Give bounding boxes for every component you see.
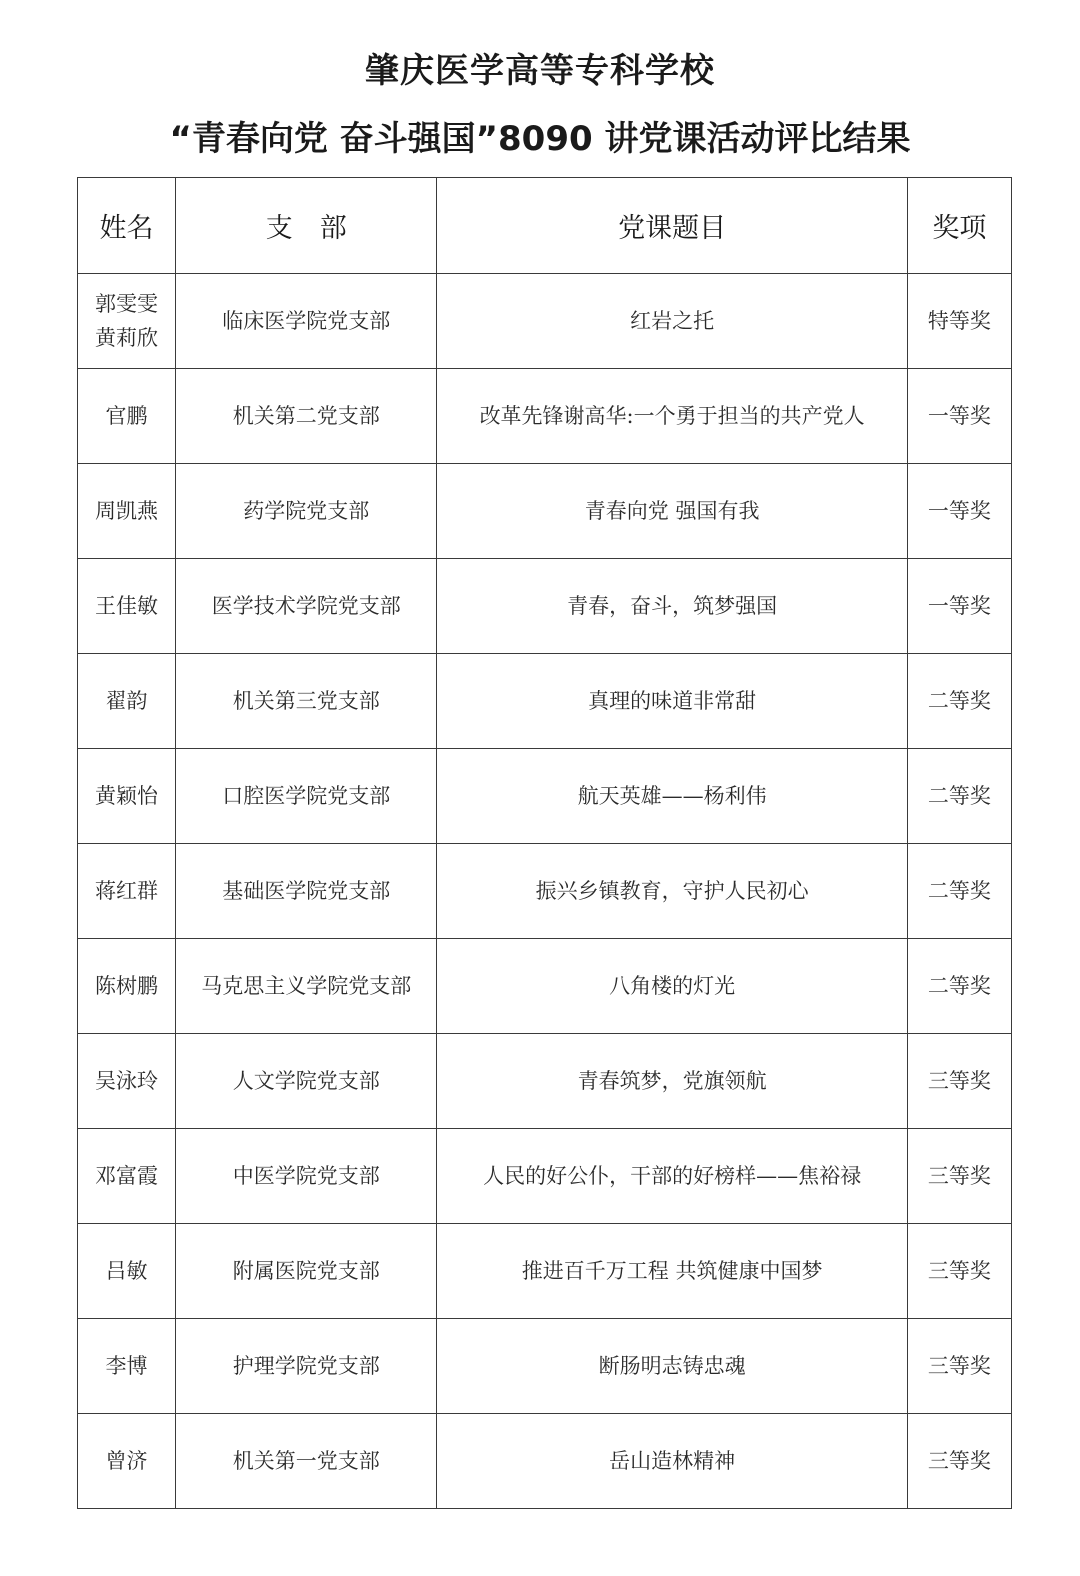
header-award: 奖项 (907, 178, 1011, 274)
event-title: “青春向党 奋斗强国”8090 讲党课活动评比结果 (169, 119, 911, 159)
branch-cell: 药学院党支部 (176, 464, 437, 559)
award-cell: 一等奖 (907, 559, 1011, 654)
header-topic: 党课题目 (437, 178, 908, 274)
award-cell: 特等奖 (907, 274, 1011, 369)
name-cell: 邓富霞 (78, 1129, 176, 1224)
branch-cell: 基础医学院党支部 (176, 844, 437, 939)
name-cell: 陈树鹏 (78, 939, 176, 1034)
name-cell: 蒋红群 (78, 844, 176, 939)
name-cell: 翟韵 (78, 654, 176, 749)
table-row (78, 1414, 1012, 1509)
branch-cell: 马克思主义学院党支部 (176, 939, 437, 1034)
table-row (78, 749, 1012, 844)
branch-cell: 机关第二党支部 (176, 369, 437, 464)
name-cell: 周凯燕 (78, 464, 176, 559)
topic-cell: 航天英雄——杨利伟 (437, 749, 908, 844)
topic-cell: 真理的味道非常甜 (437, 654, 908, 749)
topic-cell: 人民的好公仆，干部的好榜样——焦裕禄 (437, 1129, 908, 1224)
table-row (78, 369, 1012, 464)
branch-cell: 机关第三党支部 (176, 654, 437, 749)
award-cell: 三等奖 (907, 1414, 1011, 1509)
branch-cell: 人文学院党支部 (176, 1034, 437, 1129)
topic-cell: 推进百千万工程 共筑健康中国梦 (437, 1224, 908, 1319)
name-cell: 官鹏 (78, 369, 176, 464)
topic-cell: 青春，奋斗，筑梦强国 (437, 559, 908, 654)
school-title: 肇庆医学高等专科学校 (365, 51, 715, 91)
topic-cell: 改革先锋谢高华:一个勇于担当的共产党人 (437, 369, 908, 464)
name-cell: 李博 (78, 1319, 176, 1414)
award-cell: 二等奖 (907, 844, 1011, 939)
name-cell: 黄颖怡 (78, 749, 176, 844)
results-table (77, 177, 1012, 1509)
name-cell: 王佳敏 (78, 559, 176, 654)
award-cell: 一等奖 (907, 464, 1011, 559)
branch-cell: 机关第一党支部 (176, 1414, 437, 1509)
name-text-second: 黄莉欣 (95, 326, 159, 350)
name-text: 郭雯雯 (95, 292, 159, 316)
award-cell: 二等奖 (907, 749, 1011, 844)
branch-cell: 中医学院党支部 (176, 1129, 437, 1224)
topic-cell: 振兴乡镇教育，守护人民初心 (437, 844, 908, 939)
award-cell: 二等奖 (907, 654, 1011, 749)
topic-cell: 青春向党 强国有我 (437, 464, 908, 559)
header-name: 姓名 (78, 178, 176, 274)
award-cell: 一等奖 (907, 369, 1011, 464)
branch-cell: 临床医学院党支部 (176, 274, 437, 369)
award-cell: 三等奖 (907, 1129, 1011, 1224)
award-cell: 二等奖 (907, 939, 1011, 1034)
name-cell (78, 274, 176, 369)
table-row (78, 844, 1012, 939)
header-branch: 支 部 (176, 178, 437, 274)
topic-cell: 青春筑梦，党旗领航 (437, 1034, 908, 1129)
branch-cell: 附属医院党支部 (176, 1224, 437, 1319)
table-row (78, 939, 1012, 1034)
table-row (78, 274, 1012, 369)
name-cell: 吕敏 (78, 1224, 176, 1319)
table-row (78, 654, 1012, 749)
topic-cell: 八角楼的灯光 (437, 939, 908, 1034)
table-row (78, 559, 1012, 654)
topic-cell: 岳山造林精神 (437, 1414, 908, 1509)
topic-cell: 断肠明志铸忠魂 (437, 1319, 908, 1414)
table-row (78, 1224, 1012, 1319)
name-cell: 曾济 (78, 1414, 176, 1509)
branch-cell: 医学技术学院党支部 (176, 559, 437, 654)
table-row (78, 1034, 1012, 1129)
topic-cell: 红岩之托 (437, 274, 908, 369)
branch-cell: 护理学院党支部 (176, 1319, 437, 1414)
table-row (78, 1319, 1012, 1414)
table-row (78, 464, 1012, 559)
award-cell: 三等奖 (907, 1224, 1011, 1319)
name-cell: 吴泳玲 (78, 1034, 176, 1129)
branch-cell: 口腔医学院党支部 (176, 749, 437, 844)
table-header-row (78, 178, 1012, 274)
table-row (78, 1129, 1012, 1224)
award-cell: 三等奖 (907, 1034, 1011, 1129)
award-cell: 三等奖 (907, 1319, 1011, 1414)
